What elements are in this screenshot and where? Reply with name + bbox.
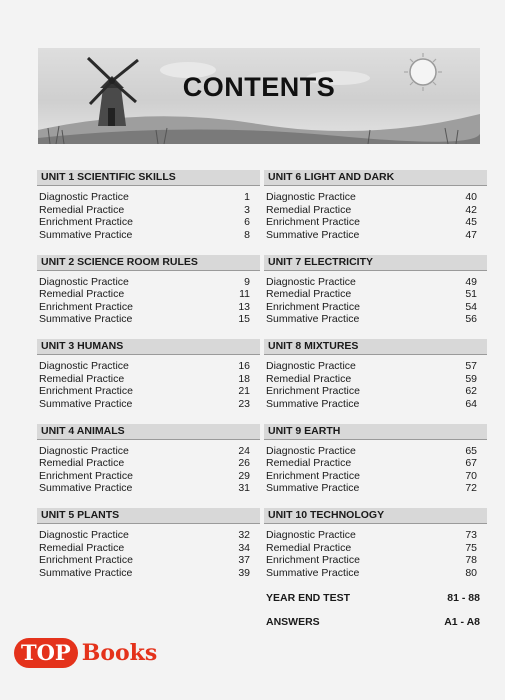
entry-label: Diagnostic Practice — [266, 444, 356, 457]
contents-entry — [37, 191, 260, 204]
unit-heading: UNIT 4 ANIMALS — [37, 424, 260, 440]
contents-entry — [264, 216, 487, 229]
entry-page: 23 — [238, 397, 250, 410]
entry-label: Enrichment Practice — [266, 385, 360, 397]
entry-page: 56 — [465, 313, 477, 325]
contents-entry — [37, 567, 260, 580]
entry-label: Summative Practice — [39, 228, 133, 241]
entry-page: 39 — [238, 566, 250, 579]
entry-page: 51 — [465, 288, 477, 300]
entry-label: Summative Practice — [266, 313, 360, 325]
entry-page: 40 — [465, 191, 477, 203]
entry-page: 78 — [465, 554, 477, 566]
unit-heading: UNIT 7 ELECTRICITY — [264, 255, 487, 271]
entry-page: 67 — [465, 457, 477, 469]
unit-block — [264, 508, 487, 593]
entry-label: Summative Practice — [266, 482, 360, 494]
entry-page: 72 — [465, 482, 477, 494]
year-end-test-row — [266, 592, 480, 604]
entry-page: 62 — [465, 385, 477, 397]
entry-page: 45 — [465, 216, 477, 228]
contents-entry — [264, 457, 487, 470]
contents-entry — [264, 482, 487, 495]
contents-entry — [37, 288, 260, 301]
entry-page: 3 — [244, 203, 250, 216]
entry-label: Summative Practice — [266, 397, 360, 410]
contents-entry — [264, 542, 487, 555]
unit-heading: UNIT 1 SCIENTIFIC SKILLS — [37, 170, 260, 186]
unit-block — [37, 508, 260, 593]
answers-pages: A1 - A8 — [444, 616, 480, 628]
entry-label: Summative Practice — [39, 482, 133, 494]
entry-page: 15 — [238, 313, 250, 325]
entry-page: 57 — [465, 360, 477, 372]
entry-page: 73 — [465, 529, 477, 541]
entry-label: Remedial Practice — [266, 372, 352, 385]
contents-entry — [264, 276, 487, 289]
year-end-test-label: YEAR END TEST — [266, 592, 351, 604]
contents-entry — [37, 301, 260, 314]
page-title: CONTENTS — [182, 72, 336, 102]
contents-entry — [37, 529, 260, 542]
unit-heading: UNIT 2 SCIENCE ROOM RULES — [37, 255, 260, 271]
contents-entry — [37, 204, 260, 217]
contents-entry — [264, 445, 487, 458]
entry-page: 1 — [244, 191, 250, 203]
entry-page: 21 — [238, 385, 250, 397]
contents-entry — [264, 204, 487, 217]
entry-page: 6 — [244, 216, 250, 228]
contents-entry — [37, 360, 260, 373]
entry-label: Diagnostic Practice — [266, 529, 356, 541]
contents-entry — [264, 313, 487, 326]
entry-page: 29 — [238, 469, 250, 482]
entry-page: 54 — [465, 300, 477, 313]
unit-heading: UNIT 5 PLANTS — [37, 508, 260, 524]
logo-books: Books — [81, 640, 158, 666]
entry-label: Enrichment Practice — [39, 216, 133, 228]
entry-page: 31 — [238, 482, 250, 494]
contents-entry — [264, 360, 487, 373]
entry-page: 47 — [465, 228, 477, 241]
logo-top: TOP — [14, 638, 78, 668]
contents-entry — [37, 542, 260, 555]
entry-label: Diagnostic Practice — [39, 360, 129, 372]
unit-block — [264, 255, 487, 340]
contents-entry — [264, 229, 487, 242]
entry-label: Remedial Practice — [266, 457, 352, 469]
left-column — [37, 170, 260, 593]
entry-label: Remedial Practice — [39, 541, 125, 554]
entry-label: Enrichment Practice — [39, 300, 133, 313]
answers-row — [266, 616, 480, 628]
contents-entry — [264, 398, 487, 411]
answers-label: ANSWERS — [266, 616, 320, 628]
entry-page: 42 — [465, 203, 477, 216]
contents-entry — [37, 445, 260, 458]
entry-label: Diagnostic Practice — [39, 444, 129, 457]
contents-entry — [264, 385, 487, 398]
entry-label: Enrichment Practice — [266, 216, 360, 228]
entry-label: Diagnostic Practice — [266, 191, 356, 203]
entry-page: 65 — [465, 444, 477, 457]
entry-page: 8 — [244, 228, 250, 241]
entry-label: Enrichment Practice — [266, 469, 360, 482]
entry-label: Diagnostic Practice — [266, 360, 356, 372]
contents-entry — [264, 301, 487, 314]
contents-entry — [264, 529, 487, 542]
unit-heading: UNIT 9 EARTH — [264, 424, 487, 440]
unit-block — [264, 424, 487, 509]
contents-entry — [37, 313, 260, 326]
entry-page: 34 — [238, 541, 250, 554]
unit-heading: UNIT 6 LIGHT AND DARK — [264, 170, 487, 186]
contents-entry — [37, 398, 260, 411]
entry-page: 24 — [238, 444, 250, 457]
entry-page: 16 — [238, 360, 250, 372]
contents-entry — [264, 554, 487, 567]
unit-block — [264, 170, 487, 255]
entry-label: Remedial Practice — [39, 457, 125, 469]
entry-page: 80 — [465, 566, 477, 579]
entry-page: 37 — [238, 554, 250, 566]
contents-entry — [37, 385, 260, 398]
entry-label: Diagnostic Practice — [39, 529, 129, 541]
unit-block — [37, 424, 260, 509]
entry-page: 26 — [238, 457, 250, 469]
topbooks-logo — [14, 636, 157, 670]
contents-banner — [38, 48, 480, 144]
entry-label: Enrichment Practice — [266, 300, 360, 313]
entry-page: 64 — [465, 397, 477, 410]
unit-block — [37, 339, 260, 424]
entry-label: Enrichment Practice — [39, 385, 133, 397]
contents-entry — [264, 191, 487, 204]
unit-heading: UNIT 8 MIXTURES — [264, 339, 487, 355]
year-end-test-pages: 81 - 88 — [447, 592, 480, 604]
contents-entry — [37, 229, 260, 242]
entry-label: Remedial Practice — [266, 541, 352, 554]
contents-entry — [264, 567, 487, 580]
entry-page: 32 — [238, 529, 250, 541]
unit-block — [37, 255, 260, 340]
entry-label: Remedial Practice — [39, 288, 125, 300]
entry-label: Diagnostic Practice — [39, 275, 129, 288]
unit-block — [264, 339, 487, 424]
entry-label: Enrichment Practice — [39, 469, 133, 482]
contents-entry — [37, 276, 260, 289]
contents-entry — [37, 216, 260, 229]
entry-label: Diagnostic Practice — [266, 275, 356, 288]
entry-page: 59 — [465, 372, 477, 385]
entry-label: Remedial Practice — [39, 203, 125, 216]
contents-entry — [37, 482, 260, 495]
entry-label: Diagnostic Practice — [39, 191, 129, 203]
contents-entry — [264, 288, 487, 301]
entry-page: 11 — [239, 288, 250, 300]
entry-label: Summative Practice — [39, 566, 133, 579]
contents-entry — [37, 373, 260, 386]
contents-entry — [37, 554, 260, 567]
contents-entry — [264, 373, 487, 386]
right-column — [264, 170, 487, 593]
entry-label: Remedial Practice — [266, 288, 352, 300]
entry-page: 49 — [465, 275, 477, 288]
entry-page: 70 — [465, 469, 477, 482]
unit-block — [37, 170, 260, 255]
contents-entry — [264, 470, 487, 483]
entry-page: 9 — [244, 275, 250, 288]
entry-label: Remedial Practice — [266, 203, 352, 216]
entry-label: Enrichment Practice — [39, 554, 133, 566]
entry-label: Summative Practice — [266, 228, 360, 241]
entry-label: Summative Practice — [266, 566, 360, 579]
contents-entry — [37, 457, 260, 470]
entry-page: 18 — [238, 372, 250, 385]
entry-label: Summative Practice — [39, 397, 133, 410]
unit-heading: UNIT 10 TECHNOLOGY — [264, 508, 487, 524]
contents-entry — [37, 470, 260, 483]
entry-page: 75 — [465, 541, 477, 554]
unit-heading: UNIT 3 HUMANS — [37, 339, 260, 355]
entry-label: Summative Practice — [39, 313, 133, 325]
entry-page: 13 — [238, 300, 250, 313]
entry-label: Remedial Practice — [39, 372, 125, 385]
entry-label: Enrichment Practice — [266, 554, 360, 566]
